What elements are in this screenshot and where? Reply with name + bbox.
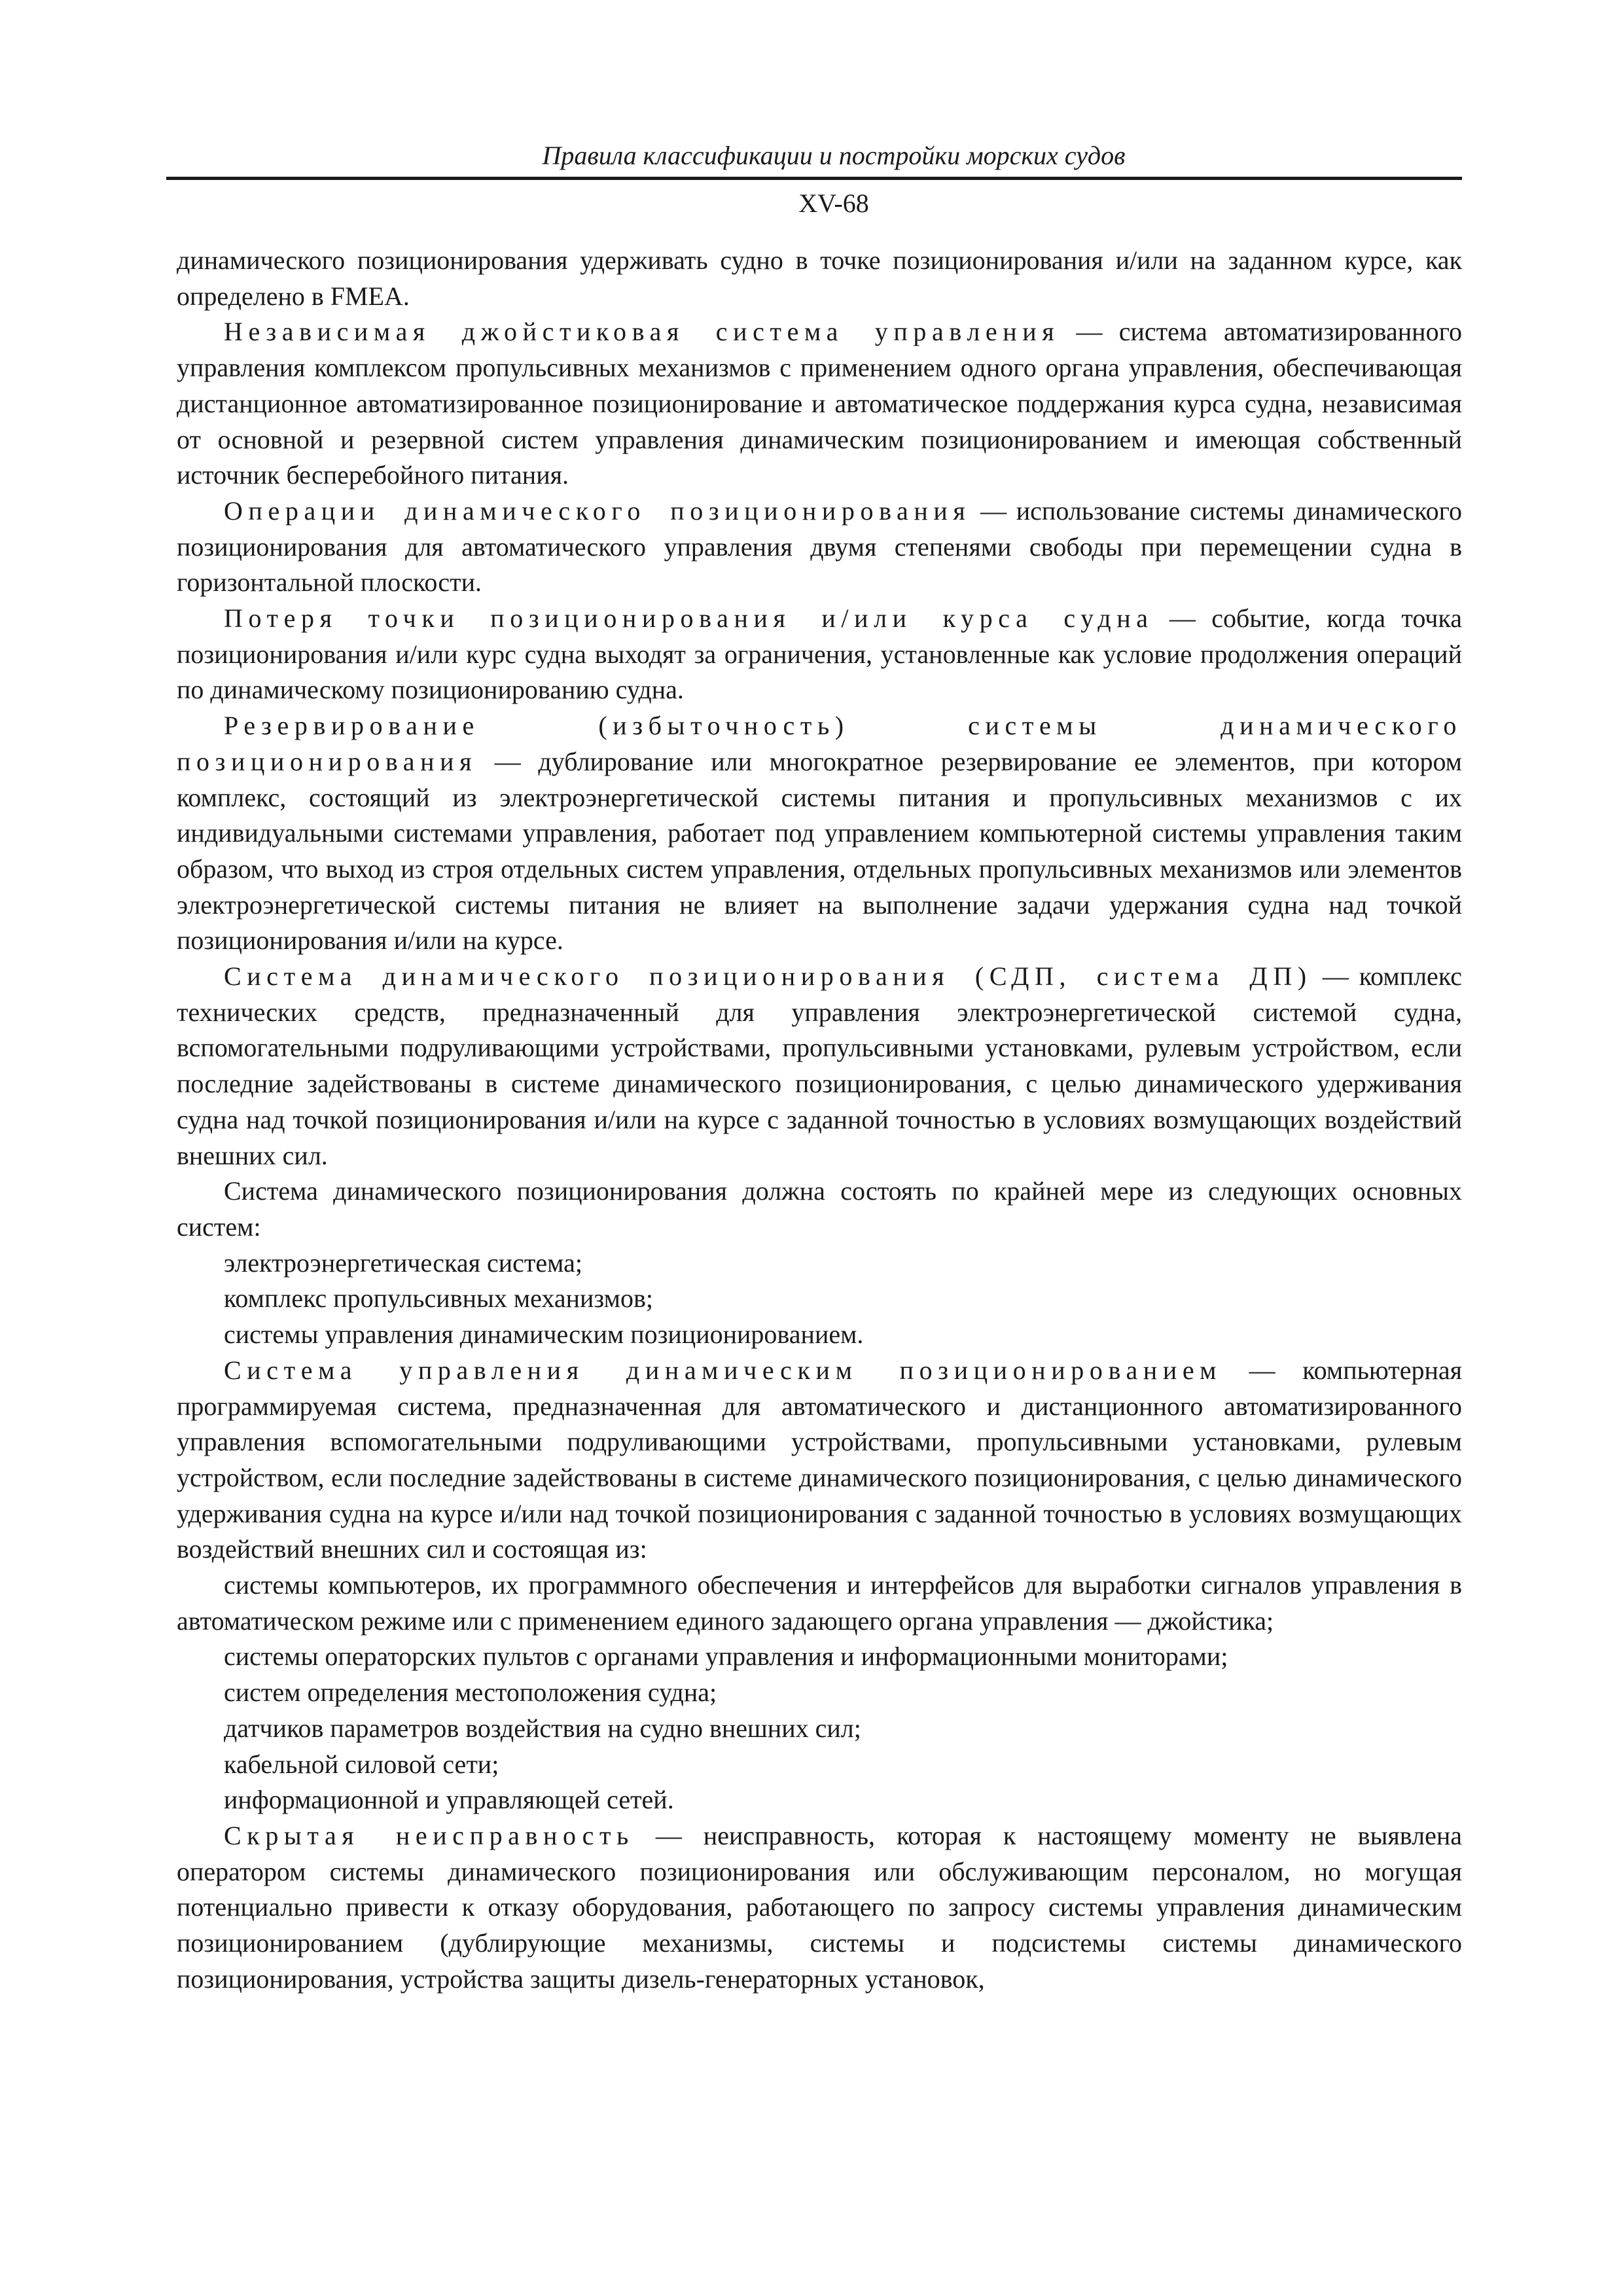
list-item: комплекс пропульсивных механизмов; [224,1283,653,1314]
definition-redundancy [177,708,1462,959]
list-item: системы управления динамическим позиционированием. [224,1319,864,1350]
definition-position-loss [177,601,1462,708]
definition-dp-control-system [177,1353,1462,1568]
list-item: электроэнергетическая система; [224,1247,583,1278]
definition-text: — событие, когда точка позиционирования и/или курс судна выходят за ограничения, установленные как условие продолжения операций по динамическому позиционированию судна. [177,603,1462,705]
defined-term: Система управления динамическим позиционированием [224,1355,1222,1385]
document-page [177,137,1462,2179]
paragraph-continued: динамического позиционирования удерживать судно в точке позиционирования и/или на заданном курсе, как определено в FMEA. [177,245,1462,311]
list-item-computers: системы компьютеров, их программного обеспечения и интерфейсов для выработки сигналов управления в автоматическом режиме или с применением единого задающего органа управления — джойстика; [177,1570,1462,1636]
definition-hidden-fault [177,1818,1462,1998]
running-title: Правила классификации и постройки морских судов [542,141,1126,170]
paragraph-dp-composition: Система динамического позиционирования должна состоять по крайней мере из следующих основных систем: [177,1176,1462,1242]
defined-term: Потеря точки позиционирования и/или курса судна [224,603,1154,634]
definition-text: — комплекс технических средств, предназначенный для управления электроэнергетической системой судна, вспомогательными подруливающими устройствами, пропульсивными установками, рулевым устройством, если последние задействованы в системе динамического позиционирования, с целью динамического удерживания судна над точкой позиционирования и/или на курсе с заданной точностью в условиях возмущающих воздействий внешних сил. [177,961,1463,1170]
definition-text: — система автоматизированного управления комплексом пропульсивных механизмов с применением одного органа управления, обеспечивающая дистанционное автоматизированное позиционирование и автоматическое поддержания курса судна, независимая от основной и резервной систем управления динамическим позиционированием и имеющая собственный источник бесперебойного питания. [177,317,1462,490]
definition-text: — неисправность, которая к настоящему моменту не выявлена оператором системы динамического позиционирования или обслуживающим персоналом, но могущая потенциально привести к отказу оборудования, работающего по запросу системы управления динамическим позиционированием (дублирующие механизмы, системы и подсистемы системы динамического позиционирования, устройства защиты дизель-генераторных установок, [177,1820,1462,1994]
body-text [177,243,1462,1997]
page-number: XV-68 [798,188,869,218]
list-item: датчиков параметров воздействия на судно внешних сил; [224,1713,861,1743]
definition-independent-joystick [177,314,1462,493]
list-item: кабельной силовой сети; [224,1749,499,1779]
definition-text: — использование системы динамического позиционирования для автоматического управления двумя степенями свободы при перемещении судна в горизонтальной плоскости. [177,495,1462,598]
defined-term: Система динамического позиционирования (СДП, система ДП) [224,961,1312,992]
definition-text: — компьютерная программируемая система, предназначенная для автоматического и дистанционного автоматизированного управления вспомогательными подруливающими устройствами, пропульсивными установками, рулевым устройством, если последние задействованы в системе динамического позиционирования, с целью динамического удерживания судна на курсе и/или над точкой позиционирования с заданной точностью в условиях возмущающих воздействий внешних сил и состоящая из: [177,1355,1462,1564]
definition-dp-operations [177,493,1462,601]
defined-term: Скрытая неисправность [224,1820,634,1850]
defined-term: Резервирование (избыточность) системы динамического позиционирования [177,711,1462,776]
list-item: системы операторских пультов с органами управления и информационными мониторами; [224,1641,1228,1672]
list-item: информационной и управляющей сетей. [224,1785,674,1815]
defined-term: Независимая джойстиковая система управления [224,317,1060,347]
list-item: систем определения местоположения судна; [224,1677,717,1708]
definition-dp-system [177,959,1462,1174]
definition-text: — дублирование или многократное резервирование ее элементов, при котором комплекс, состоящий из электроэнергетической системы питания и пропульсивных механизмов с их индивидуальными системами управления, работает под управлением компьютерной системы управления таким образом, что выход из строя отдельных систем управления, отдельных пропульсивных механизмов или элементов электроэнергетической системы питания не влияет на выполнение задачи удержания судна над точкой позиционирования и/или на курсе. [177,746,1462,956]
defined-term: Операции динамического позиционирования [224,495,971,526]
header-rule [166,177,1462,180]
